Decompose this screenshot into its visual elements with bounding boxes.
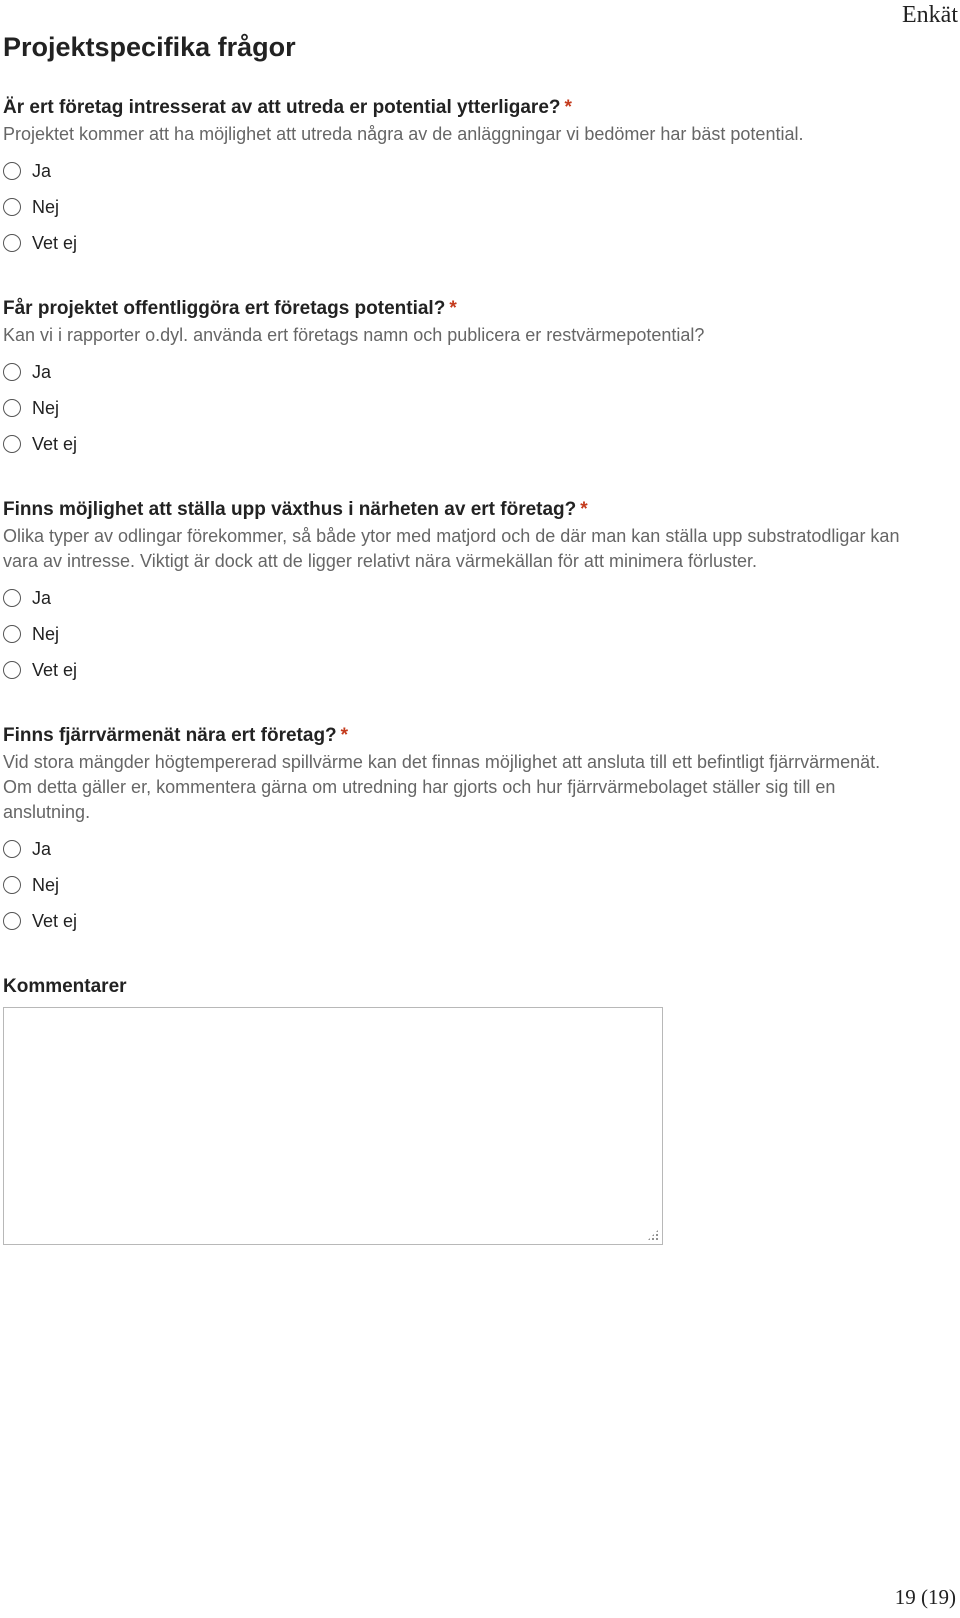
radio-group: [3, 354, 943, 462]
radio-option[interactable]: [3, 354, 943, 390]
question-title-text: Finns fjärrvärmenät nära ert företag?: [3, 725, 337, 746]
radio-option-label[interactable]: Ja: [32, 587, 52, 608]
radio-button-icon[interactable]: [3, 840, 21, 858]
comments-textarea[interactable]: [3, 1007, 663, 1245]
required-marker: *: [449, 298, 457, 319]
radio-option-label[interactable]: Ja: [32, 160, 52, 181]
radio-option-label[interactable]: Vet ej: [32, 910, 78, 931]
question-help-text: Olika typer av odlingar förekommer, så både ytor med matjord och de där man kan ställa upp substratodligar kan vara av intresse. Viktigt är dock att de ligger relativt nära värmekällan för att minimera förluster.: [3, 526, 900, 571]
radio-button-icon[interactable]: [3, 661, 21, 679]
question-title: [3, 498, 943, 522]
radio-button-icon[interactable]: [3, 234, 21, 252]
resize-grip-icon[interactable]: [647, 1229, 659, 1241]
radio-option-label[interactable]: Vet ej: [32, 232, 78, 253]
question-title: [3, 96, 943, 120]
radio-option[interactable]: [3, 153, 943, 189]
radio-option[interactable]: [3, 426, 943, 462]
required-marker: *: [580, 499, 588, 520]
radio-button-icon[interactable]: [3, 625, 21, 643]
question-block: [3, 724, 943, 939]
radio-option-label[interactable]: Nej: [32, 623, 60, 644]
question-list: [3, 96, 943, 939]
question-help-text: Vid stora mängder högtempererad spillvärme kan det finnas möjlighet att ansluta till ett befintligt fjärrvärmenät. Om detta gäller er, kommentera gärna om utredning har gjorts och hur fjärrvärmebolaget ställer sig till en anslutning.: [3, 752, 881, 822]
radio-button-icon[interactable]: [3, 198, 21, 216]
radio-button-icon[interactable]: [3, 399, 21, 417]
question-title-text: Finns möjlighet att ställa upp växthus i närheten av ert företag?: [3, 499, 577, 520]
radio-group: [3, 153, 943, 261]
question-title: [3, 297, 943, 321]
required-marker: *: [564, 97, 572, 118]
radio-group: [3, 831, 943, 939]
question-block: [3, 498, 943, 688]
radio-option[interactable]: [3, 189, 943, 225]
radio-option[interactable]: [3, 903, 943, 939]
radio-button-icon[interactable]: [3, 876, 21, 894]
required-marker: *: [340, 725, 349, 746]
radio-button-icon[interactable]: [3, 162, 21, 180]
radio-option[interactable]: [3, 225, 943, 261]
document-header-label: Enkät: [902, 2, 958, 28]
question-title-text: Får projektet offentliggöra ert företags potential?: [3, 298, 446, 319]
radio-option-label[interactable]: Vet ej: [32, 433, 78, 454]
radio-option[interactable]: [3, 652, 943, 688]
radio-option-label[interactable]: Ja: [32, 361, 52, 382]
radio-button-icon[interactable]: [3, 589, 21, 607]
comments-label: Kommentarer: [3, 976, 127, 997]
radio-option[interactable]: [3, 580, 943, 616]
radio-option[interactable]: [3, 831, 943, 867]
question-block: [3, 297, 943, 462]
radio-button-icon[interactable]: [3, 912, 21, 930]
question-title-text: Är ert företag intresserat av att utreda er potential ytterligare?: [3, 97, 561, 118]
radio-option[interactable]: [3, 390, 943, 426]
radio-button-icon[interactable]: [3, 363, 21, 381]
radio-button-icon[interactable]: [3, 435, 21, 453]
radio-option-label[interactable]: Nej: [32, 196, 60, 217]
radio-option-label[interactable]: Nej: [32, 874, 60, 895]
page-number: 19 (19): [894, 1585, 956, 1609]
radio-option[interactable]: [3, 867, 943, 903]
radio-option[interactable]: [3, 616, 943, 652]
radio-option-label[interactable]: Vet ej: [32, 659, 78, 680]
survey-form: [3, 30, 943, 1245]
radio-option-label[interactable]: Ja: [32, 838, 52, 859]
comments-section: [3, 975, 943, 1245]
question-help-text: Kan vi i rapporter o.dyl. använda ert företags namn och publicera er restvärmepotential?: [3, 325, 705, 345]
question-help-text: Projektet kommer att ha möjlighet att utreda några av de anläggningar vi bedömer har bäst potential.: [3, 124, 804, 144]
section-title: Projektspecifika frågor: [3, 32, 296, 62]
question-block: [3, 96, 943, 261]
question-title: [3, 724, 943, 748]
radio-option-label[interactable]: Nej: [32, 397, 60, 418]
radio-group: [3, 580, 943, 688]
